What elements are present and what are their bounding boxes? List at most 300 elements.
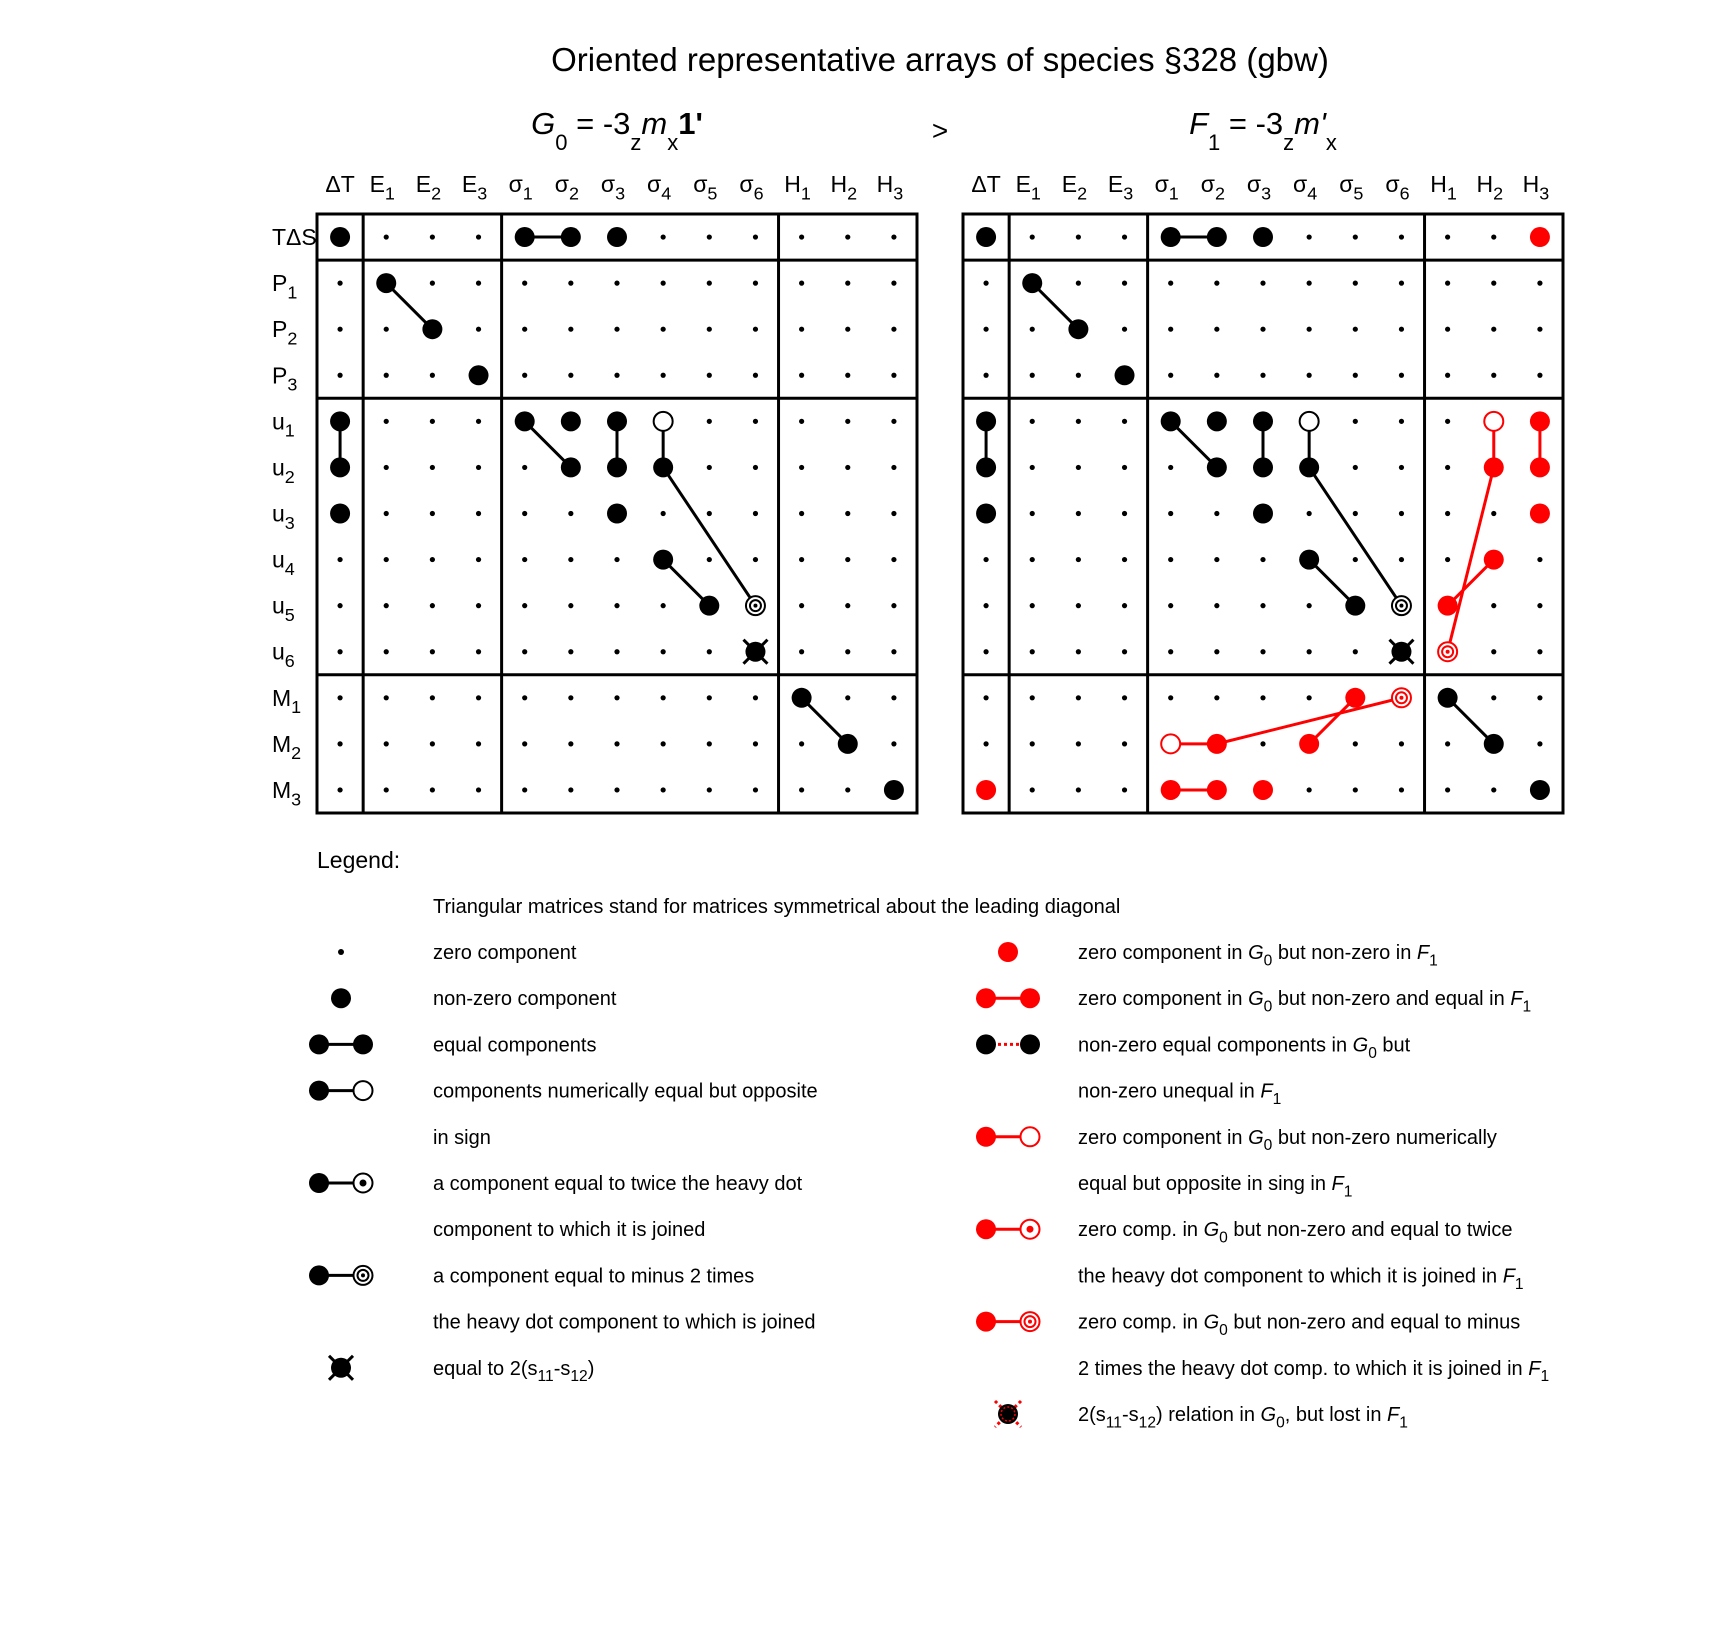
legend-mark — [329, 1356, 353, 1380]
legend-text: non-zero component — [433, 988, 617, 1011]
legend-item-right — [976, 1219, 1524, 1293]
zero-dot — [1260, 327, 1265, 332]
legend-mark — [976, 988, 996, 1008]
component-mark — [1253, 457, 1273, 477]
zero-dot — [1260, 649, 1265, 654]
zero-dot — [1399, 465, 1404, 470]
zero-dot — [707, 649, 712, 654]
zero-dot — [1399, 787, 1404, 792]
legend-item-right — [995, 1401, 1408, 1431]
zero-dot — [568, 603, 573, 608]
matrix-F1 — [963, 106, 1563, 813]
zero-dot — [1445, 741, 1450, 746]
zero-dot — [983, 281, 988, 286]
zero-dot — [983, 741, 988, 746]
component-mark — [653, 550, 673, 570]
component-mark — [1207, 457, 1227, 477]
zero-dot — [384, 419, 389, 424]
zero-dot — [1030, 234, 1035, 239]
zero-dot — [707, 281, 712, 286]
component-mark — [330, 457, 350, 477]
legend-mark — [1021, 1312, 1040, 1331]
zero-dot — [753, 281, 758, 286]
zero-dot — [1214, 649, 1219, 654]
component-mark — [1530, 504, 1550, 524]
zero-dot — [1445, 465, 1450, 470]
zero-dot — [476, 603, 481, 608]
zero-dot — [1537, 741, 1542, 746]
component-mark — [1161, 780, 1181, 800]
zero-dot — [1214, 603, 1219, 608]
zero-dot — [1076, 281, 1081, 286]
zero-dot — [845, 327, 850, 332]
legend-text: a component equal to minus 2 times — [433, 1265, 755, 1288]
column-label: $E_1$ — [369, 171, 395, 204]
zero-dot — [384, 557, 389, 562]
zero-dot — [845, 649, 850, 654]
legend-symbol — [309, 1265, 373, 1285]
zero-dot — [568, 557, 573, 562]
zero-dot — [337, 327, 342, 332]
link-line — [663, 467, 755, 605]
zero-dot — [430, 234, 435, 239]
legend-item-right — [976, 1034, 1411, 1108]
legend-item-right — [976, 1312, 1549, 1386]
legend-item-left — [338, 942, 577, 964]
legend-symbol — [329, 1356, 353, 1380]
zero-dot — [1076, 557, 1081, 562]
zero-dot — [476, 741, 481, 746]
zero-dot — [384, 465, 389, 470]
zero-dot — [891, 281, 896, 286]
column-label: $\sigma_6$ — [1385, 171, 1410, 204]
component-mark — [884, 780, 904, 800]
zero-dot — [522, 603, 527, 608]
legend-mark — [976, 1219, 996, 1239]
zero-dot — [384, 649, 389, 654]
zero-dot — [568, 373, 573, 378]
component-mark — [792, 688, 812, 708]
zero-dot — [1491, 695, 1496, 700]
zero-dot — [522, 373, 527, 378]
zero-dot — [1399, 373, 1404, 378]
zero-dot — [476, 465, 481, 470]
legend-mark — [976, 1034, 996, 1054]
zero-dot — [707, 327, 712, 332]
zero-dot — [707, 373, 712, 378]
zero-dot — [661, 373, 666, 378]
zero-dot — [1122, 557, 1127, 562]
zero-dot — [983, 649, 988, 654]
zero-dot — [1122, 234, 1127, 239]
zero-dot — [1491, 787, 1496, 792]
zero-dot — [1353, 419, 1358, 424]
component-mark — [1207, 780, 1227, 800]
zero-dot — [1445, 373, 1450, 378]
zero-dot — [799, 419, 804, 424]
zero-dot — [1076, 787, 1081, 792]
legend-symbol — [976, 1219, 1040, 1239]
zero-dot — [1214, 327, 1219, 332]
component-mark — [1300, 412, 1319, 431]
component-mark — [1345, 688, 1365, 708]
legend-text: zero comp. in $G_0$ but non-zero and equal to minus — [1078, 1311, 1521, 1339]
component-mark — [561, 227, 581, 247]
zero-dot — [1491, 327, 1496, 332]
zero-dot — [891, 603, 896, 608]
zero-dot — [1168, 511, 1173, 516]
zero-dot — [614, 557, 619, 562]
zero-dot — [661, 649, 666, 654]
zero-dot — [1537, 327, 1542, 332]
zero-dot — [1168, 327, 1173, 332]
zero-dot — [1122, 695, 1127, 700]
component-mark — [1345, 596, 1365, 616]
matrix-heading: $F_1 = -3_zm'_x$ — [1189, 106, 1337, 155]
component-mark — [1207, 411, 1227, 431]
legend-text: the heavy dot component to which it is joined in $F_1$ — [1078, 1265, 1524, 1293]
component-mark — [607, 227, 627, 247]
zero-dot — [799, 649, 804, 654]
component-mark — [607, 504, 627, 524]
component-mark — [515, 411, 535, 431]
legend-note: Triangular matrices stand for matrices symmetrical about the leading diagonal — [433, 896, 1121, 918]
zero-dot — [1353, 511, 1358, 516]
legend-text: in sign — [433, 1126, 491, 1149]
legend-mark — [976, 1312, 996, 1332]
component-mark — [1253, 780, 1273, 800]
zero-dot — [753, 234, 758, 239]
column-label: $\sigma_2$ — [554, 171, 579, 204]
component-mark — [1022, 273, 1042, 293]
legend — [309, 847, 1549, 1431]
zero-dot — [476, 281, 481, 286]
zero-dot — [1353, 465, 1358, 470]
zero-dot — [983, 373, 988, 378]
zero-dot — [614, 741, 619, 746]
component-mark — [330, 411, 350, 431]
zero-dot — [568, 649, 573, 654]
zero-dot — [1030, 787, 1035, 792]
row-label: TΔS — [272, 224, 317, 251]
component-mark — [561, 457, 581, 477]
component-mark — [330, 227, 350, 247]
zero-dot — [1214, 511, 1219, 516]
zero-dot — [983, 327, 988, 332]
column-label: $\sigma_6$ — [739, 171, 764, 204]
zero-dot — [614, 327, 619, 332]
zero-dot — [430, 787, 435, 792]
zero-dot — [1445, 787, 1450, 792]
column-label: $E_3$ — [1107, 171, 1134, 204]
zero-dot — [891, 695, 896, 700]
zero-dot — [1353, 373, 1358, 378]
zero-dot — [1399, 281, 1404, 286]
component-mark — [1161, 734, 1180, 753]
legend-text: zero comp. in $G_0$ but non-zero and equal to twice — [1078, 1219, 1513, 1247]
zero-dot — [1445, 511, 1450, 516]
zero-dot — [753, 787, 758, 792]
zero-dot — [845, 373, 850, 378]
component-mark — [1161, 227, 1181, 247]
zero-dot — [337, 741, 342, 746]
zero-dot — [476, 557, 481, 562]
legend-symbol — [309, 1173, 373, 1193]
legend-text: zero component in $G_0$ but non-zero and equal in $F_1$ — [1078, 988, 1532, 1016]
zero-dot — [707, 787, 712, 792]
zero-dot — [430, 695, 435, 700]
legend-mark — [976, 1127, 996, 1147]
zero-dot — [1399, 511, 1404, 516]
zero-dot — [1307, 603, 1312, 608]
zero-dot — [1214, 557, 1219, 562]
zero-dot — [476, 419, 481, 424]
column-label: ΔT — [325, 171, 355, 197]
zero-dot — [384, 234, 389, 239]
component-mark — [1530, 457, 1550, 477]
matrix-G0 — [272, 106, 917, 813]
zero-dot — [661, 234, 666, 239]
zero-dot — [1491, 511, 1496, 516]
component-mark — [976, 780, 996, 800]
zero-dot — [384, 741, 389, 746]
zero-dot — [753, 373, 758, 378]
row-label: $u_5$ — [272, 592, 295, 626]
zero-dot — [1399, 557, 1404, 562]
zero-dot — [430, 373, 435, 378]
component-mark — [1299, 734, 1319, 754]
legend-item-right — [976, 988, 1531, 1015]
column-label: $H_1$ — [784, 171, 811, 204]
row-label: $M_1$ — [272, 684, 302, 718]
zero-dot — [845, 465, 850, 470]
zero-dot — [384, 695, 389, 700]
component-mark — [1438, 688, 1458, 708]
zero-dot — [1168, 465, 1173, 470]
zero-dot — [799, 741, 804, 746]
zero-dot — [1030, 327, 1035, 332]
zero-dot — [661, 603, 666, 608]
zero-dot — [707, 465, 712, 470]
component-mark — [654, 412, 673, 431]
component-mark — [1438, 596, 1458, 616]
zero-dot — [1353, 787, 1358, 792]
zero-dot — [707, 419, 712, 424]
zero-dot — [1353, 741, 1358, 746]
row-label: $M_2$ — [272, 730, 302, 764]
zero-dot — [1030, 373, 1035, 378]
zero-dot — [983, 603, 988, 608]
zero-dot — [1307, 649, 1312, 654]
legend-mark — [309, 1034, 329, 1054]
column-label: $E_1$ — [1015, 171, 1041, 204]
zero-dot — [522, 557, 527, 562]
zero-dot — [1307, 281, 1312, 286]
zero-dot — [1399, 327, 1404, 332]
zero-dot — [1122, 649, 1127, 654]
legend-symbol — [338, 949, 344, 955]
component-mark — [561, 411, 581, 431]
zero-dot — [1214, 373, 1219, 378]
zero-dot — [1491, 373, 1496, 378]
component-mark — [607, 457, 627, 477]
component-mark — [838, 734, 858, 754]
zero-dot — [1537, 649, 1542, 654]
zero-dot — [1030, 695, 1035, 700]
zero-dot — [707, 695, 712, 700]
legend-item-right — [998, 942, 1438, 969]
component-mark — [1299, 550, 1319, 570]
zero-dot — [614, 787, 619, 792]
zero-dot — [753, 557, 758, 562]
zero-dot — [384, 327, 389, 332]
zero-dot — [1353, 649, 1358, 654]
component-mark — [607, 411, 627, 431]
zero-dot — [1537, 695, 1542, 700]
zero-dot — [799, 281, 804, 286]
legend-symbol — [331, 988, 351, 1008]
component-mark — [1207, 227, 1227, 247]
zero-dot — [1122, 511, 1127, 516]
zero-dot — [799, 465, 804, 470]
zero-dot — [845, 281, 850, 286]
zero-dot — [568, 741, 573, 746]
component-mark — [1392, 596, 1411, 615]
zero-dot — [337, 603, 342, 608]
zero-dot — [891, 649, 896, 654]
column-label: $\sigma_3$ — [600, 171, 626, 204]
legend-mark — [354, 1266, 373, 1285]
zero-dot — [522, 511, 527, 516]
row-label: $M_3$ — [272, 776, 302, 810]
zero-dot — [1353, 327, 1358, 332]
zero-dot — [1353, 234, 1358, 239]
zero-dot — [430, 603, 435, 608]
zero-dot — [1307, 787, 1312, 792]
zero-dot — [430, 419, 435, 424]
zero-dot — [799, 234, 804, 239]
zero-dot — [522, 695, 527, 700]
component-mark — [1438, 642, 1457, 661]
zero-dot — [1168, 695, 1173, 700]
legend-text: 2 times the heavy dot comp. to which it is joined in $F_1$ — [1078, 1357, 1550, 1386]
zero-dot — [384, 603, 389, 608]
matrix-heading: $G_0 = -3_zm_x1'$ — [531, 106, 703, 155]
zero-dot — [522, 465, 527, 470]
component-mark — [1389, 640, 1413, 664]
zero-dot — [1307, 373, 1312, 378]
zero-dot — [337, 787, 342, 792]
zero-dot — [337, 281, 342, 286]
zero-dot — [568, 327, 573, 332]
component-mark — [976, 457, 996, 477]
zero-dot — [1030, 465, 1035, 470]
zero-dot — [1076, 373, 1081, 378]
legend-mark — [309, 1265, 329, 1285]
zero-dot — [430, 281, 435, 286]
zero-dot — [1168, 373, 1173, 378]
zero-dot — [845, 787, 850, 792]
legend-symbol — [976, 1034, 1040, 1054]
zero-dot — [1491, 603, 1496, 608]
zero-dot — [661, 327, 666, 332]
legend-text: a component equal to twice the heavy dot — [433, 1173, 803, 1195]
zero-dot — [1445, 327, 1450, 332]
zero-dot — [476, 511, 481, 516]
zero-dot — [707, 511, 712, 516]
legend-item-left — [309, 1173, 803, 1241]
diagram-title: Oriented representative arrays of species §328 (gbw) — [551, 41, 1329, 78]
zero-dot — [1214, 695, 1219, 700]
matrices — [272, 106, 1563, 813]
component-mark — [653, 457, 673, 477]
zero-dot — [1491, 649, 1496, 654]
column-label: $E_3$ — [461, 171, 488, 204]
zero-dot — [1260, 741, 1265, 746]
legend-text: zero component in $G_0$ but non-zero numerically — [1078, 1126, 1497, 1155]
zero-dot — [614, 373, 619, 378]
legend-symbol — [309, 1081, 373, 1101]
component-mark — [1484, 412, 1503, 431]
zero-dot — [1122, 281, 1127, 286]
zero-dot — [1168, 281, 1173, 286]
zero-dot — [476, 234, 481, 239]
zero-dot — [799, 511, 804, 516]
legend-item-left — [329, 1356, 594, 1385]
row-label: $u_2$ — [272, 454, 295, 487]
column-label: $\sigma_1$ — [1154, 171, 1179, 204]
zero-dot — [1260, 695, 1265, 700]
component-mark — [1530, 411, 1550, 431]
component-mark — [1484, 550, 1504, 570]
legend-text: non-zero unequal in $F_1$ — [1078, 1080, 1282, 1108]
zero-dot — [891, 465, 896, 470]
zero-dot — [1122, 603, 1127, 608]
zero-dot — [1260, 281, 1265, 286]
column-label: $\sigma_1$ — [508, 171, 533, 204]
zero-dot — [1445, 419, 1450, 424]
legend-heading: Legend: — [317, 847, 401, 873]
component-mark — [515, 227, 535, 247]
zero-dot — [983, 695, 988, 700]
column-label: $\sigma_5$ — [693, 171, 718, 204]
zero-dot — [1030, 603, 1035, 608]
component-mark — [746, 596, 765, 615]
zero-dot — [476, 787, 481, 792]
legend-mark — [1020, 988, 1040, 1008]
zero-dot — [753, 695, 758, 700]
zero-dot — [891, 327, 896, 332]
zero-dot — [1491, 234, 1496, 239]
legend-mark — [998, 942, 1018, 962]
component-mark — [1115, 365, 1135, 385]
zero-dot — [661, 281, 666, 286]
component-mark — [1161, 411, 1181, 431]
legend-symbol — [998, 942, 1018, 962]
column-label: $\sigma_2$ — [1200, 171, 1225, 204]
zero-dot — [1214, 281, 1219, 286]
legend-mark — [1021, 1220, 1040, 1239]
zero-dot — [845, 419, 850, 424]
row-label: $u_4$ — [272, 546, 295, 579]
zero-dot — [1030, 419, 1035, 424]
column-label: $\sigma_4$ — [647, 171, 672, 204]
zero-dot — [568, 281, 573, 286]
zero-dot — [614, 603, 619, 608]
zero-dot — [568, 695, 573, 700]
zero-dot — [384, 511, 389, 516]
zero-dot — [1260, 557, 1265, 562]
